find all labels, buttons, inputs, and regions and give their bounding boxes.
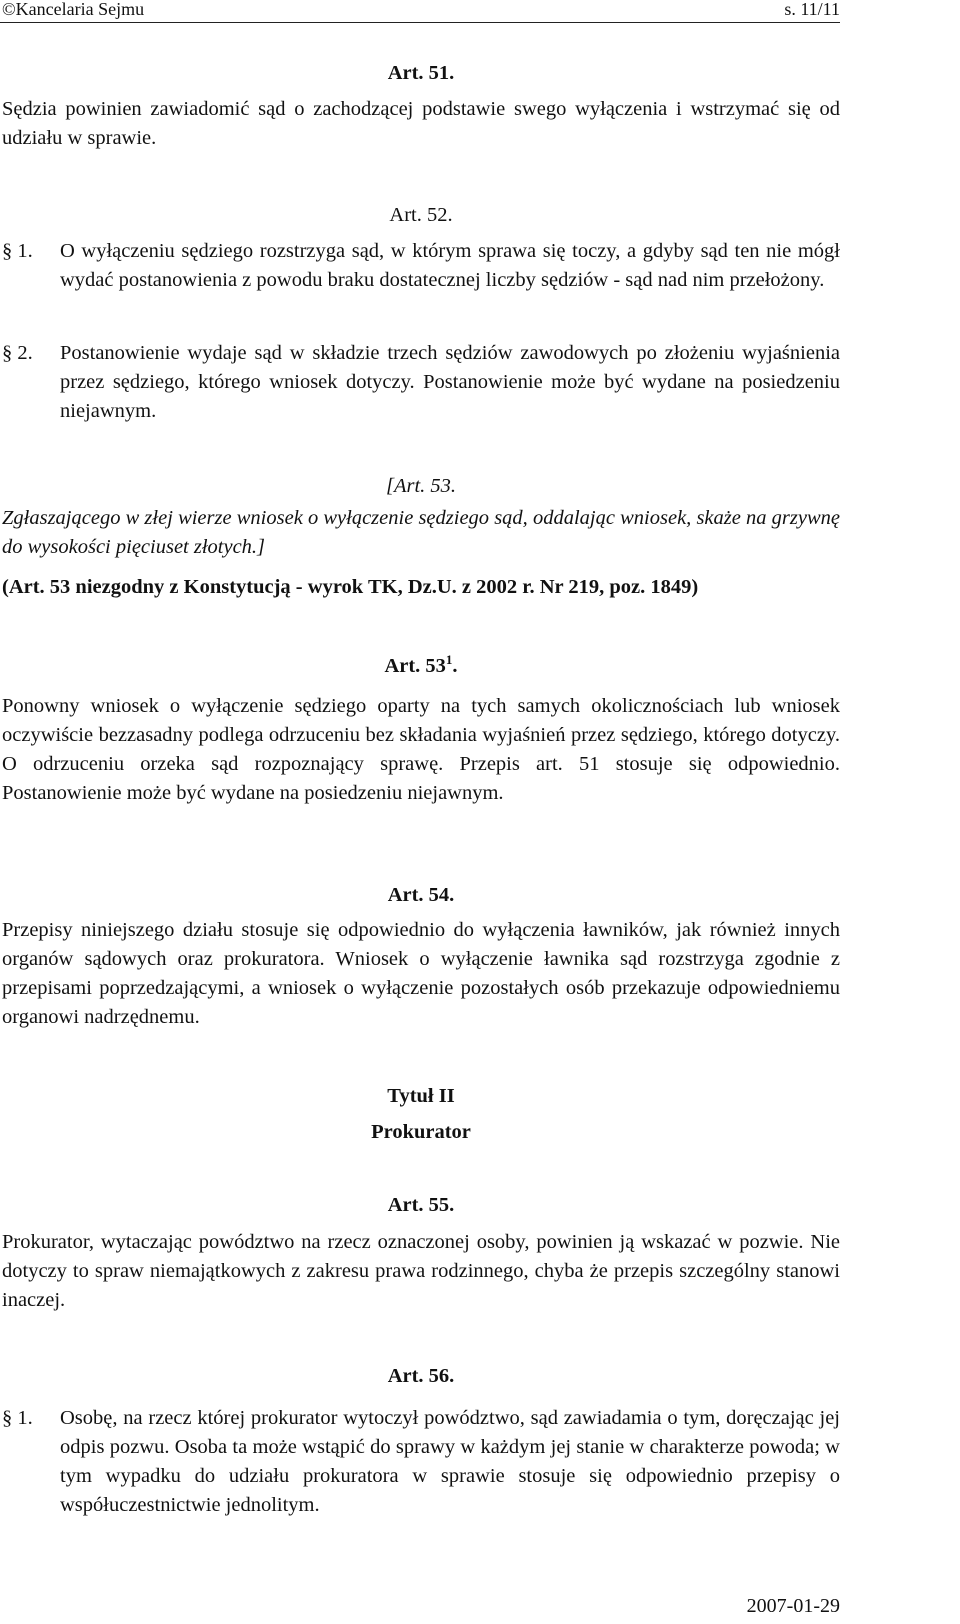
copyright-label: ©Kancelaria Sejmu (2, 0, 145, 19)
art53-1-heading-dot: . (452, 655, 458, 677)
art53-1-heading-main: Art. 53 (384, 655, 446, 677)
art56-paragraph-1 (2, 1404, 840, 1520)
art56-heading: Art. 56. (387, 1365, 455, 1387)
art53-1-text: Ponowny wniosek o wyłączenie sędziego oparty na tych samych okolicznościach lub wniosek oczywiście bezzasadny podlega odrzuceniu bez składania wyjaśnień przez sędziego, którego dotyczy. O odrzuceniu orzeka sąd rozpoznający sprawę. Przepis art. 51 stosuje się odpowiednio. Postanowienie może być wydane na posiedzeniu niejawnym. (2, 695, 840, 804)
page-footer-date: 2007-01-29 (746, 1595, 840, 1617)
art53-1-superscript: 1 (445, 652, 453, 668)
art53-1-heading (2, 652, 840, 681)
page-number: s. 11/11 (784, 0, 840, 19)
paragraph-text: Postanowienie wydaje sąd w składzie trzech sędziów zawodowych po złożeniu wyjaśnienia przez sędziego, którego wniosek dotyczy. Postanowienie może być wydane na posiedzeniu niejawnym. (60, 342, 840, 422)
art53-heading: [Art. 53. (385, 475, 457, 497)
art55-text: Prokurator, wytaczając powództwo na rzecz oznaczonej osoby, powinien ją wskazać w pozwie. Nie dotyczy to spraw niemajątkowych z zakresu prawa rodzinnego, chyba że przepis szczególny stanowi inaczej. (2, 1231, 840, 1311)
art53-text: Zgłaszającego w złej wierze wniosek o wyłączenie sędziego sąd, oddalając wniosek, skaże na grzywnę do wysokości pięciuset złotych.] (2, 507, 840, 558)
title-number: Tytuł II (387, 1085, 455, 1107)
title-name: Prokurator (371, 1121, 471, 1143)
art51-heading: Art. 51. (387, 62, 455, 84)
art52-paragraph-2 (2, 339, 840, 426)
art52-heading: Art. 52. (389, 204, 453, 226)
paragraph-text: Osobę, na rzecz której prokurator wytoczył powództwo, sąd zawiadamia o tym, doręczając jej odpis pozwu. Osoba ta może wstąpić do sprawy w każdym jej stanie w charakterze powoda; w tym wypadku do udziału prokuratora w sprawie stosuje się odpowiednio przepisy o współuczestnictwie jednolitym. (60, 1407, 840, 1516)
art53-note: (Art. 53 niezgodny z Konstytucją - wyrok TK, Dz.U. z 2002 r. Nr 219, poz. 1849) (2, 576, 699, 598)
art55-heading: Art. 55. (387, 1194, 455, 1216)
paragraph-number: § 2. (2, 342, 33, 364)
art54-heading: Art. 54. (387, 884, 455, 906)
art54-text: Przepisy niniejszego działu stosuje się odpowiednio do wyłączenia ławników, jak również innych organów sądowych oraz prokuratora. Wniosek o wyłączenie ławnika sąd rozstrzyga zgodnie z przepisami poprzedzającymi, a wniosek o wyłączenie pozostałych osób przekazuje odpowiedniemu organowi nadrzędnemu. (2, 919, 840, 1028)
art51-text: Sędzia powinien zawiadomić sąd o zachodzącej podstawie swego wyłączenia i wstrzymać się od udziału w sprawie. (2, 98, 840, 149)
paragraph-text: O wyłączeniu sędziego rozstrzyga sąd, w którym sprawa się toczy, a gdyby sąd ten nie mógł wydać postanowienia z powodu braku dostatecznej liczby sędziów - sąd nad nim przełożony. (60, 240, 840, 291)
paragraph-number: § 1. (2, 240, 33, 262)
art52-paragraph-1 (2, 237, 840, 295)
paragraph-number: § 1. (2, 1407, 33, 1429)
page-header (0, 0, 840, 23)
